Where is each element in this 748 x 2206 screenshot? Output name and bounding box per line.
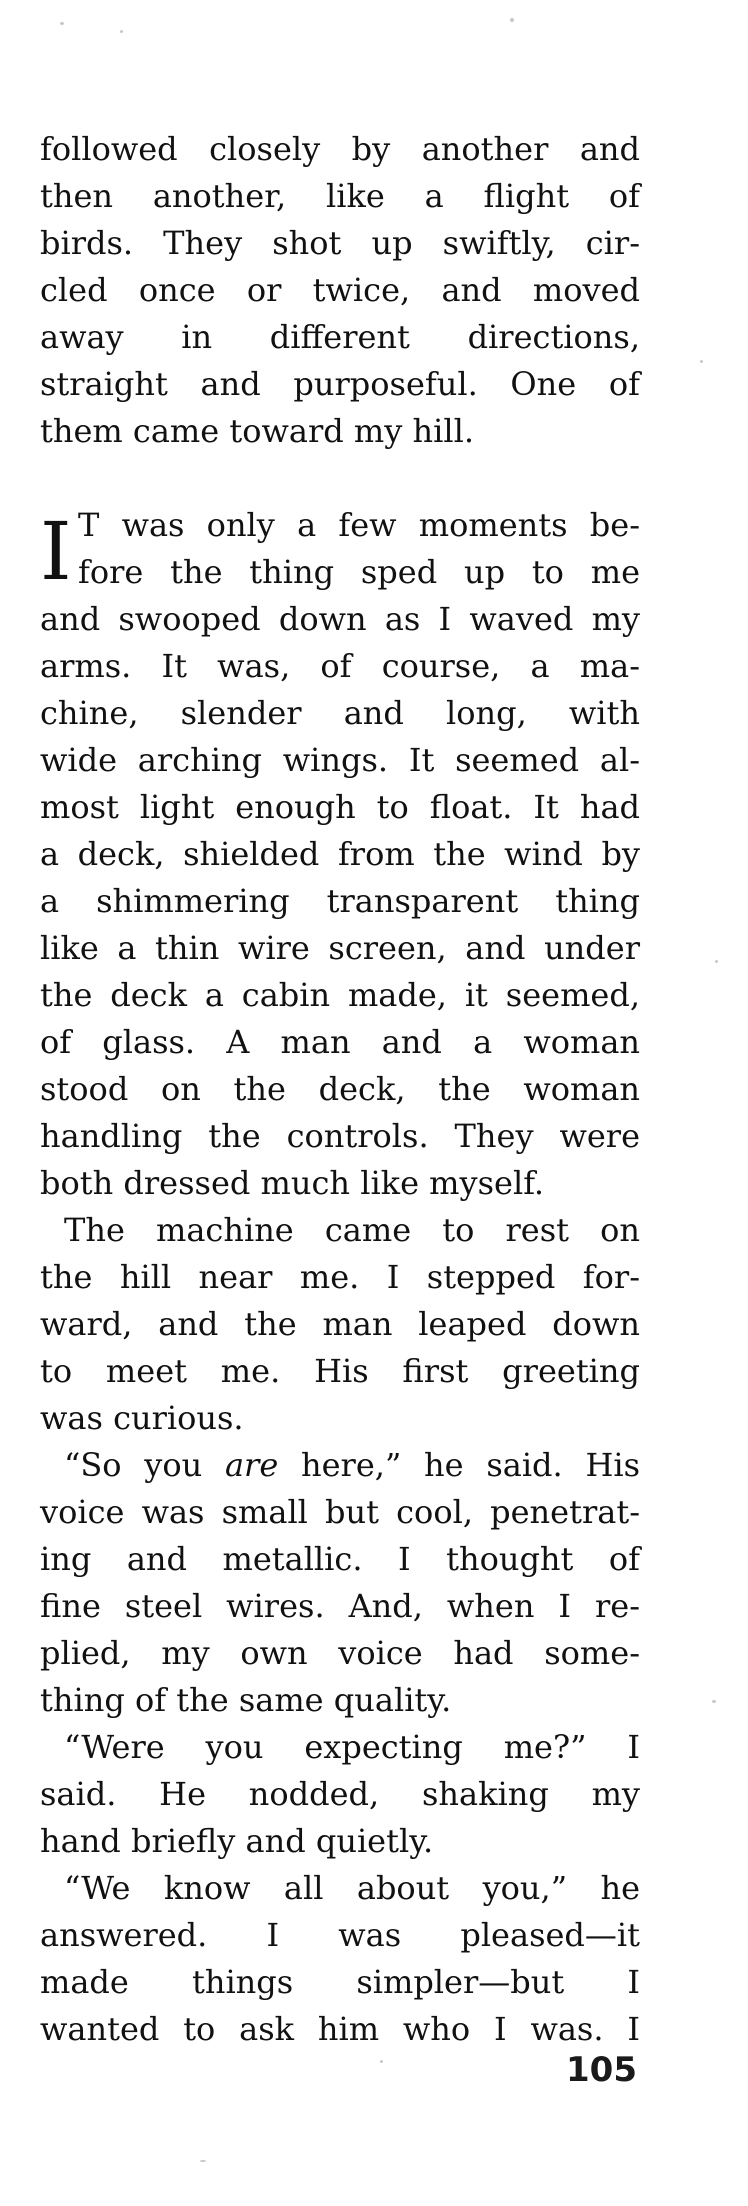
- text-line: said. He nodded, shaking my: [40, 1775, 640, 1813]
- text-line: straight and purposeful. One of: [40, 365, 640, 403]
- text-line: chine, slender and long, with: [40, 694, 640, 732]
- text-line: ing and metallic. I thought of: [40, 1540, 640, 1578]
- paper-speck: [700, 360, 703, 363]
- text-line: birds. They shot up swiftly, cir-: [40, 224, 640, 262]
- text-line: answered. I was pleased—it: [40, 1916, 640, 1954]
- drop-cap: I: [40, 505, 72, 598]
- paper-speck: [715, 960, 718, 963]
- italic-text: are: [224, 1446, 279, 1484]
- text-line: T was only a few moments be-: [78, 506, 640, 544]
- paper-speck: [712, 1700, 716, 1703]
- text-line: “Were you expecting me?” I: [64, 1728, 640, 1766]
- text-run: here,” he said. His: [278, 1446, 641, 1484]
- text-line: wanted to ask him who I was. I: [40, 2010, 640, 2048]
- text-line: stood on the deck, the woman: [40, 1070, 640, 1108]
- text-column: [40, 126, 640, 2053]
- paragraph-5: [40, 1724, 640, 1865]
- text-line: to meet me. His first greeting: [40, 1352, 640, 1390]
- text-line: ward, and the man leaped down: [40, 1305, 640, 1343]
- text-line: a deck, shielded from the wind by: [40, 835, 640, 873]
- paper-speck: [60, 22, 64, 25]
- text-line: them came toward my hill.: [40, 412, 474, 450]
- text-line: hand briefly and quietly.: [40, 1822, 434, 1860]
- text-line: [40, 1442, 640, 1489]
- text-line: made things simpler—but I: [40, 1963, 640, 2001]
- text-line: like a thin wire screen, and under: [40, 929, 640, 967]
- text-line: both dressed much like myself.: [40, 1164, 545, 1202]
- section-break: [40, 455, 640, 502]
- text-line: “We know all about you,” he: [64, 1869, 640, 1907]
- text-line: plied, my own voice had some-: [40, 1634, 640, 1672]
- paragraph-6: [40, 1865, 640, 2053]
- text-line: The machine came to rest on: [64, 1211, 640, 1249]
- text-line: voice was small but cool, penetrat-: [40, 1493, 640, 1531]
- text-line: wide arching wings. It seemed al-: [40, 741, 640, 779]
- paper-speck: [380, 2060, 383, 2063]
- paragraph-4: [40, 1442, 640, 1724]
- text-line: a shimmering transparent thing: [40, 882, 640, 920]
- paragraph-1: [40, 126, 640, 455]
- text-line: was curious.: [40, 1399, 244, 1437]
- text-line: of glass. A man and a woman: [40, 1023, 640, 1061]
- text-line: fore the thing sped up to me: [78, 553, 640, 591]
- text-line: most light enough to float. It had: [40, 788, 640, 826]
- text-line: the deck a cabin made, it seemed,: [40, 976, 640, 1014]
- text-line: arms. It was, of course, a ma-: [40, 647, 640, 685]
- text-run: “So you: [64, 1446, 225, 1484]
- text-line: fine steel wires. And, when I re-: [40, 1587, 640, 1625]
- page-number: 105: [566, 2050, 637, 2090]
- paper-speck: [510, 18, 514, 22]
- text-line: the hill near me. I stepped for-: [40, 1258, 640, 1296]
- paragraph-3: [40, 1207, 640, 1442]
- text-line: away in different directions,: [40, 318, 640, 356]
- text-line: handling the controls. They were: [40, 1117, 640, 1155]
- text-line: followed closely by another and: [40, 130, 640, 168]
- paper-speck: [120, 30, 123, 33]
- paper-speck: [200, 2160, 206, 2162]
- text-line: cled once or twice, and moved: [40, 271, 640, 309]
- text-line: and swooped down as I waved my: [40, 600, 640, 638]
- text-line: then another, like a flight of: [40, 177, 640, 215]
- text-line: thing of the same quality.: [40, 1681, 452, 1719]
- paragraph-2: [40, 502, 640, 1207]
